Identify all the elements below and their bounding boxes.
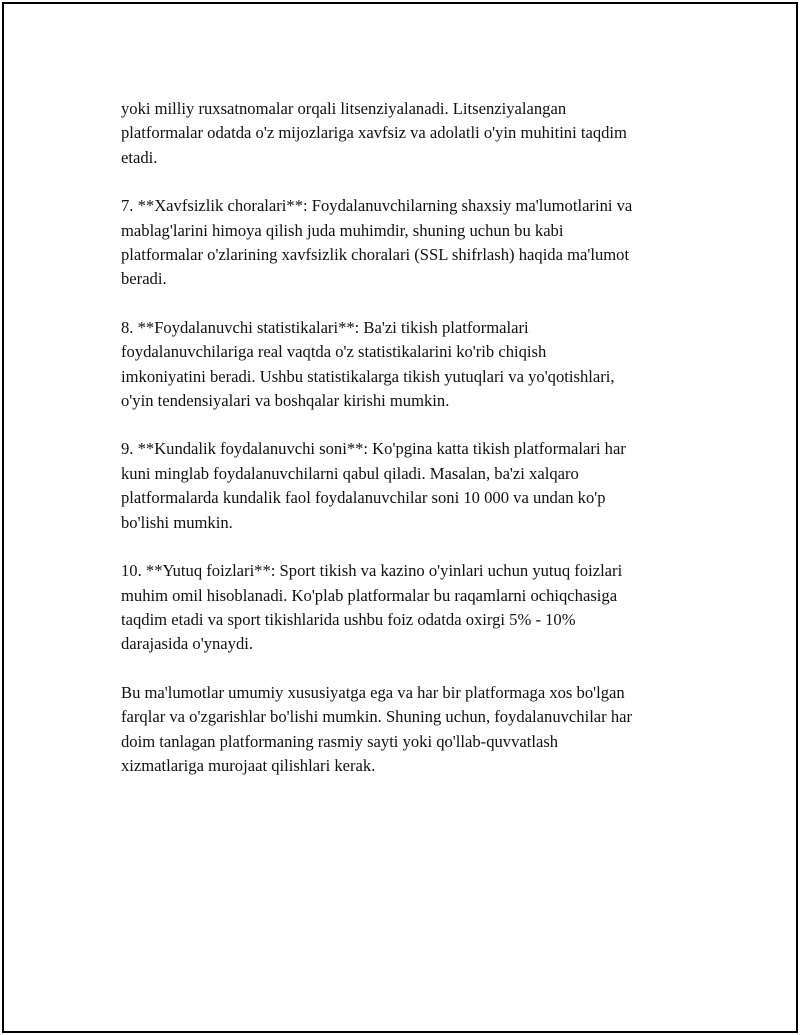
- paragraph-conclusion: [121, 681, 696, 779]
- text-line: darajasida o'ynaydi.: [121, 634, 254, 654]
- paragraph-licensing-continued: [121, 97, 696, 170]
- text-line: kuni minglab foydalanuvchilarni qabul qiladi. Masalan, ba'zi xalqaro: [121, 463, 579, 483]
- text-line: yoki milliy ruxsatnomalar orqali litsenziyalanadi. Litsenziyalangan: [121, 99, 567, 118]
- text-line: beradi.: [121, 269, 167, 289]
- text-line: imkoniyatini beradi. Ushbu statistikalarga tikish yutuqlari va yo'qotishlari,: [121, 366, 615, 386]
- text-line: bo'lishi mumkin.: [121, 512, 233, 532]
- text-line: farqlar va o'zgarishlar bo'lishi mumkin. Shuning uchun, foydalanuvchilar har: [121, 707, 633, 727]
- paragraph-security-measures: [121, 194, 696, 292]
- paragraph-daily-users: [121, 437, 696, 535]
- text-line: etadi.: [121, 147, 158, 167]
- page-frame: [2, 2, 798, 1033]
- text-line: taqdim etadi va sport tikishlarida ushbu foiz odatda oxirgi 5% - 10%: [121, 609, 576, 629]
- text-line: xizmatlariga murojaat qilishlari kerak.: [121, 755, 376, 775]
- text-line: platformalar o'zlarining xavfsizlik choralari (SSL shifrlash) haqida ma'lumot: [121, 245, 630, 265]
- text-line: foydalanuvchilariga real vaqtda o'z statistikalarini ko'rib chiqish: [121, 342, 547, 362]
- text-line: o'yin tendensiyalari va boshqalar kirishi mumkin.: [121, 391, 450, 411]
- document-body: [121, 97, 696, 802]
- text-line: platformalar odatda o'z mijozlariga xavfsiz va adolatli o'yin muhitini taqdim: [121, 123, 627, 143]
- text-line: platformalarda kundalik faol foydalanuvchilar soni 10 000 va undan ko'p: [121, 488, 606, 508]
- text-line: 7. **Xavfsizlik choralari**: Foydalanuvchilarning shaxsiy ma'lumotlarini va: [121, 196, 633, 216]
- text-line: 9. **Kundalik foydalanuvchi soni**: Ko'pgina katta tikish platformalari har: [121, 439, 626, 459]
- text-line: 10. **Yutuq foizlari**: Sport tikish va kazino o'yinlari uchun yutuq foizlari: [121, 561, 623, 581]
- text-line: Bu ma'lumotlar umumiy xususiyatga ega va har bir platformaga xos bo'lgan: [121, 682, 625, 702]
- paragraph-user-statistics: [121, 316, 696, 414]
- text-line: mablag'larini himoya qilish juda muhimdir, shuning uchun bu kabi: [121, 220, 564, 240]
- text-line: 8. **Foydalanuvchi statistikalari**: Ba'zi tikish platformalari: [121, 317, 529, 337]
- text-line: muhim omil hisoblanadi. Ko'plab platformalar bu raqamlarni ochiqchasiga: [121, 585, 618, 605]
- paragraph-win-percentages: [121, 559, 696, 657]
- text-line: doim tanlagan platformaning rasmiy sayti yoki qo'llab-quvvatlash: [121, 731, 559, 751]
